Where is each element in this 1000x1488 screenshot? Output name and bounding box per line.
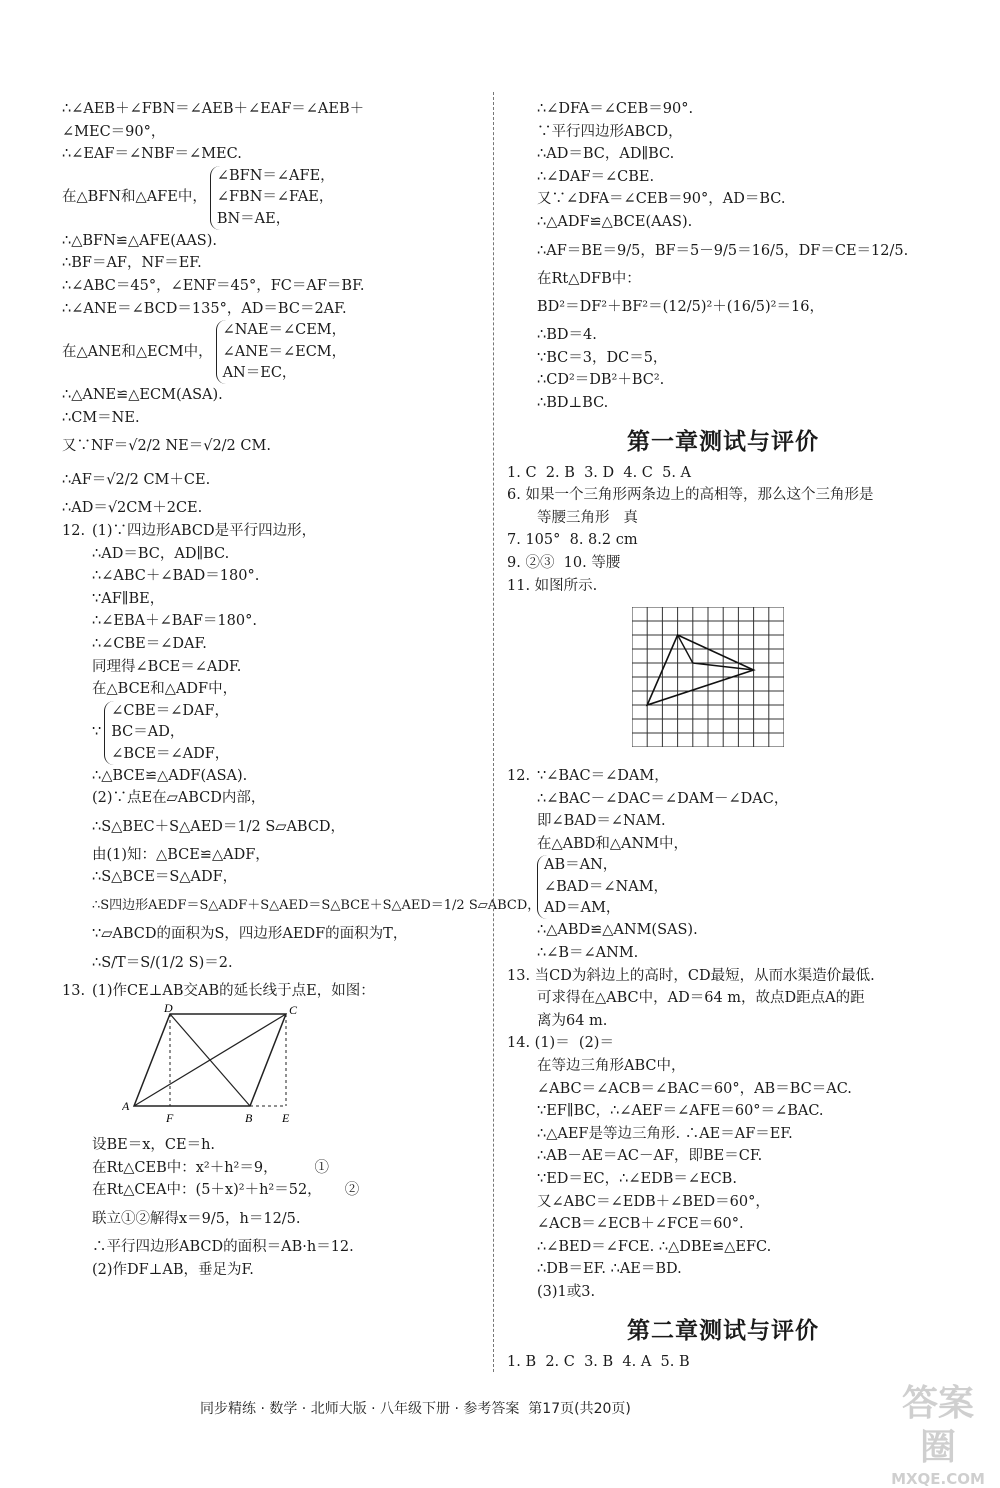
answer-line: 9. ②③ 10. 等腰 (507, 554, 621, 571)
text-line: 在Rt△CEA中：(5＋x)²＋h²＝52， ② (92, 1182, 360, 1199)
text-line: ∴△BFN≌△AFE(AAS). (62, 232, 217, 249)
question-12-line (507, 765, 939, 788)
brace-line: BN＝AE， (216, 210, 291, 227)
brace-system (62, 166, 482, 230)
text: (1)∵四边形ABCD是平行四边形， (92, 522, 317, 539)
brace-line: ∠BCE＝∠ADF， (111, 745, 230, 762)
text-line: 由(1)知：△BCE≌△ADF， (92, 846, 270, 863)
answer-line: 11. 如图所示. (507, 577, 598, 594)
text-line: 又∵NF＝√2/2 NE＝√2/2 CM. (62, 438, 271, 455)
text-line: ∴△BCE≌△ADF(ASA). (92, 767, 248, 784)
brace-line: ∠BAD＝∠NAM， (544, 878, 669, 895)
text-line: ∴∠BED＝∠FCE. ∴△DBE≌△EFC. (537, 1238, 772, 1255)
text-line: ∴BD＝4. (537, 327, 597, 344)
text-line: ∴AD＝BC，AD∥BC. (537, 146, 675, 163)
text-line: ∴∠B＝∠ANM. (537, 945, 639, 962)
answer-line: 7. 105° 8. 8.2 cm (507, 532, 638, 549)
brace-group (216, 320, 347, 384)
label-e: E (282, 1111, 290, 1125)
text-line: 离为64 m. (537, 1012, 608, 1029)
text-line: ∴△ABD≌△ANM(SAS). (537, 922, 698, 939)
column-divider (493, 92, 494, 1372)
text-line: ∴CM＝NE. (62, 409, 140, 426)
text-line: BD²＝DF²＋BF²＝(12/5)²＋(16/5)²＝16， (537, 299, 824, 316)
watermark-url: MXQE.COM (891, 1470, 985, 1488)
text-line: ∴BD⊥BC. (537, 394, 609, 411)
text-line: 13. 当CD为斜边上的高时，CD最短，从而水渠造价最低. (507, 967, 875, 984)
text-line: ∴S△BEC＋S△AED＝1/2 S▱ABCD， (92, 818, 346, 835)
parallelogram-figure (122, 1004, 352, 1124)
text-line: ∴CD²＝DB²＋BC². (537, 372, 665, 389)
text-line: ∴AB－AE＝AC－AF，即BE＝CF. (537, 1148, 763, 1165)
text-line: ∵EF∥BC，∴∠AEF＝∠AFE＝60°＝∠BAC. (537, 1103, 824, 1120)
text-line: ∴∠ABC＝45°，∠ENF＝45°，FC＝AF＝BF. (62, 277, 365, 294)
label-a: A (122, 1099, 130, 1114)
brace-group (104, 701, 229, 765)
text-line: ∴DB＝EF. ∴AE＝BD. (537, 1261, 682, 1278)
label-c: C (289, 1004, 298, 1018)
text-line: ∴AD＝√2CM＋2CE. (62, 500, 203, 517)
brace-line: ∠BFN＝∠AFE， (216, 167, 335, 184)
brace-lead: ∵ (92, 724, 102, 741)
text-line: ∴△ANE≌△ECM(ASA). (62, 387, 223, 404)
text-line: ∴AF＝√2/2 CM＋CE. (62, 472, 211, 489)
label-d: D (164, 1004, 173, 1016)
answer-line: 1. C 2. B 3. D 4. C 5. A (507, 464, 692, 481)
left-column (62, 98, 541, 1281)
brace-line: BC＝AD， (111, 724, 185, 741)
chapter-2-title: 第二章测试与评价 (627, 1317, 819, 1344)
text-line: ∴∠EAF＝∠NBF＝∠MEC. (62, 146, 242, 163)
question-number: 13. (62, 982, 86, 999)
brace-line: ∠ANE＝∠ECM， (222, 343, 347, 360)
text-line: ∴△ADF≌△BCE(AAS). (537, 213, 693, 230)
grid-lines (632, 607, 784, 747)
answer-line: 1. B 2. C 3. B 4. A 5. B (507, 1353, 690, 1370)
text: ∵∠BAC＝∠DAM， (537, 768, 669, 785)
triangle-shape (647, 635, 753, 705)
text-line: ∵BC＝3，DC＝5， (537, 349, 668, 366)
brace-system (507, 855, 939, 919)
brace-system (62, 701, 482, 765)
text-line: ∵ED＝EC，∴∠EDB＝∠ECB. (537, 1171, 737, 1187)
text-line: 联立①②解得x＝9/5，h＝12/5. (92, 1211, 301, 1228)
text-line: ∴∠DAF＝∠CBE. (537, 168, 655, 185)
brace-group (537, 855, 668, 919)
brace-line: ∠NAE＝∠CEM， (222, 322, 347, 339)
text-line: ∴∠BAC－∠DAC＝∠DAM－∠DAC， (537, 790, 789, 807)
grid-figure (632, 607, 784, 747)
question-number: 12. (62, 522, 86, 539)
text: (1)作CE⊥AB交AB的延长线于点E，如图： (92, 982, 375, 999)
text-line: (3)1或3. (537, 1283, 596, 1300)
question-12-line (62, 520, 482, 543)
text-line: ∴∠ANE＝∠BCD＝135°，AD＝BC＝2AF. (62, 300, 347, 317)
text-line: 同理得∠BCE＝∠ADF. (92, 658, 242, 675)
text-line: ∠MEC＝90°， (62, 123, 166, 140)
watermark-text: 答案圈 (901, 1383, 974, 1468)
text-line: ∴S△BCE＝S△ADF， (92, 869, 238, 886)
text-line: ∴平行四边形ABCD的面积＝AB·h＝12. (92, 1239, 354, 1256)
brace-line: ∠FBN＝∠FAE， (216, 189, 334, 206)
text-line: ∵AF∥BE， (92, 590, 165, 607)
text-line: ∠ACB＝∠ECB＋∠FCE＝60°. (537, 1216, 744, 1233)
answer-line: 等腰三角形 真 (537, 509, 638, 526)
text-line: ∴∠ABC＋∠BAD＝180°. (92, 568, 260, 585)
text-line: ∴∠EBA＋∠BAF＝180°. (92, 613, 257, 630)
answer-line: 6. 如果一个三角形两条边上的高相等，那么这个三角形是 (507, 487, 874, 504)
brace-lead: 在△ANE和△ECM中， (62, 343, 213, 360)
text-line: 14. (1)＝ (2)＝ (507, 1035, 614, 1052)
text-line: 设BE＝x，CE＝h. (92, 1137, 216, 1154)
text-line: ∵平行四边形ABCD， (537, 123, 683, 140)
diagonal-bd (170, 1014, 250, 1106)
text-line: 在Rt△CEB中：x²＋h²＝9， ① (92, 1159, 329, 1176)
text-line: ∴BF＝AF，NF＝EF. (62, 255, 202, 272)
text-line: 可求得在△ABC中，AD＝64 m，故点D距点A的距 (537, 990, 865, 1007)
text-line: ∴AF＝BE＝9/5，BF＝5－9/5＝16/5，DF＝CE＝12/5. (537, 242, 909, 259)
text-line: 在等边三角形ABC中， (537, 1058, 686, 1075)
right-column (507, 98, 939, 1373)
text-line: ∴∠DFA＝∠CEB＝90°. (537, 101, 694, 117)
brace-line: AD＝AM， (544, 900, 621, 917)
chapter-1-title: 第一章测试与评价 (627, 428, 819, 455)
question-number: 12. (507, 768, 531, 785)
question-13-line (62, 980, 482, 1003)
text-line: (2)∵点E在▱ABCD内部， (92, 790, 266, 807)
text-line: 在△BCE和△ADF中， (92, 681, 238, 698)
text-line: 在Rt△DFB中： (537, 270, 641, 287)
text-line: ∴△AEF是等边三角形. ∴AE＝AF＝EF. (537, 1125, 793, 1142)
brace-group (210, 166, 335, 230)
label-b: B (245, 1111, 253, 1125)
text-line: ∵▱ABCD的面积为S，四边形AEDF的面积为T， (92, 926, 408, 943)
brace-line: AB＝AN， (544, 857, 618, 874)
text-line: ∴AD＝BC，AD∥BC. (92, 545, 230, 562)
text-line: ∠ABC＝∠ACB＝∠BAC＝60°，AB＝BC＝AC. (537, 1080, 852, 1097)
text-line: 即∠BAD＝∠NAM. (537, 813, 666, 830)
text-line: ∴∠CBE＝∠DAF. (92, 635, 207, 652)
text-line: (2)作DF⊥AB，垂足为F. (92, 1261, 254, 1278)
label-f: F (166, 1111, 174, 1125)
brace-line: ∠CBE＝∠DAF， (111, 702, 230, 719)
text-line: 在△ABD和△ANM中， (537, 835, 689, 852)
text-line: ∴∠AEB＋∠FBN＝∠AEB＋∠EAF＝∠AEB＋ (62, 101, 365, 117)
watermark-logo (888, 1382, 988, 1488)
text-line: ∴S四边形AEDF＝S△ADF＋S△AED＝S△BCE＋S△AED＝1/2 S▱ABCD， (92, 898, 541, 914)
text-line: 又∵∠DFA＝∠CEB＝90°，AD＝BC. (537, 191, 786, 208)
brace-lead: 在△BFN和△AFE中， (62, 189, 207, 206)
brace-line: AN＝EC， (222, 365, 297, 382)
text-line: ∴S/T＝S/(1/2 S)＝2. (92, 954, 233, 971)
text-line: 又∠ABC＝∠EDB＋∠BED＝60°， (537, 1193, 770, 1210)
brace-system (62, 320, 482, 384)
page-footer: 同步精练 · 数学 · 北师大版 · 八年级下册 · 参考答案 第17页(共20页) (200, 1401, 631, 1417)
